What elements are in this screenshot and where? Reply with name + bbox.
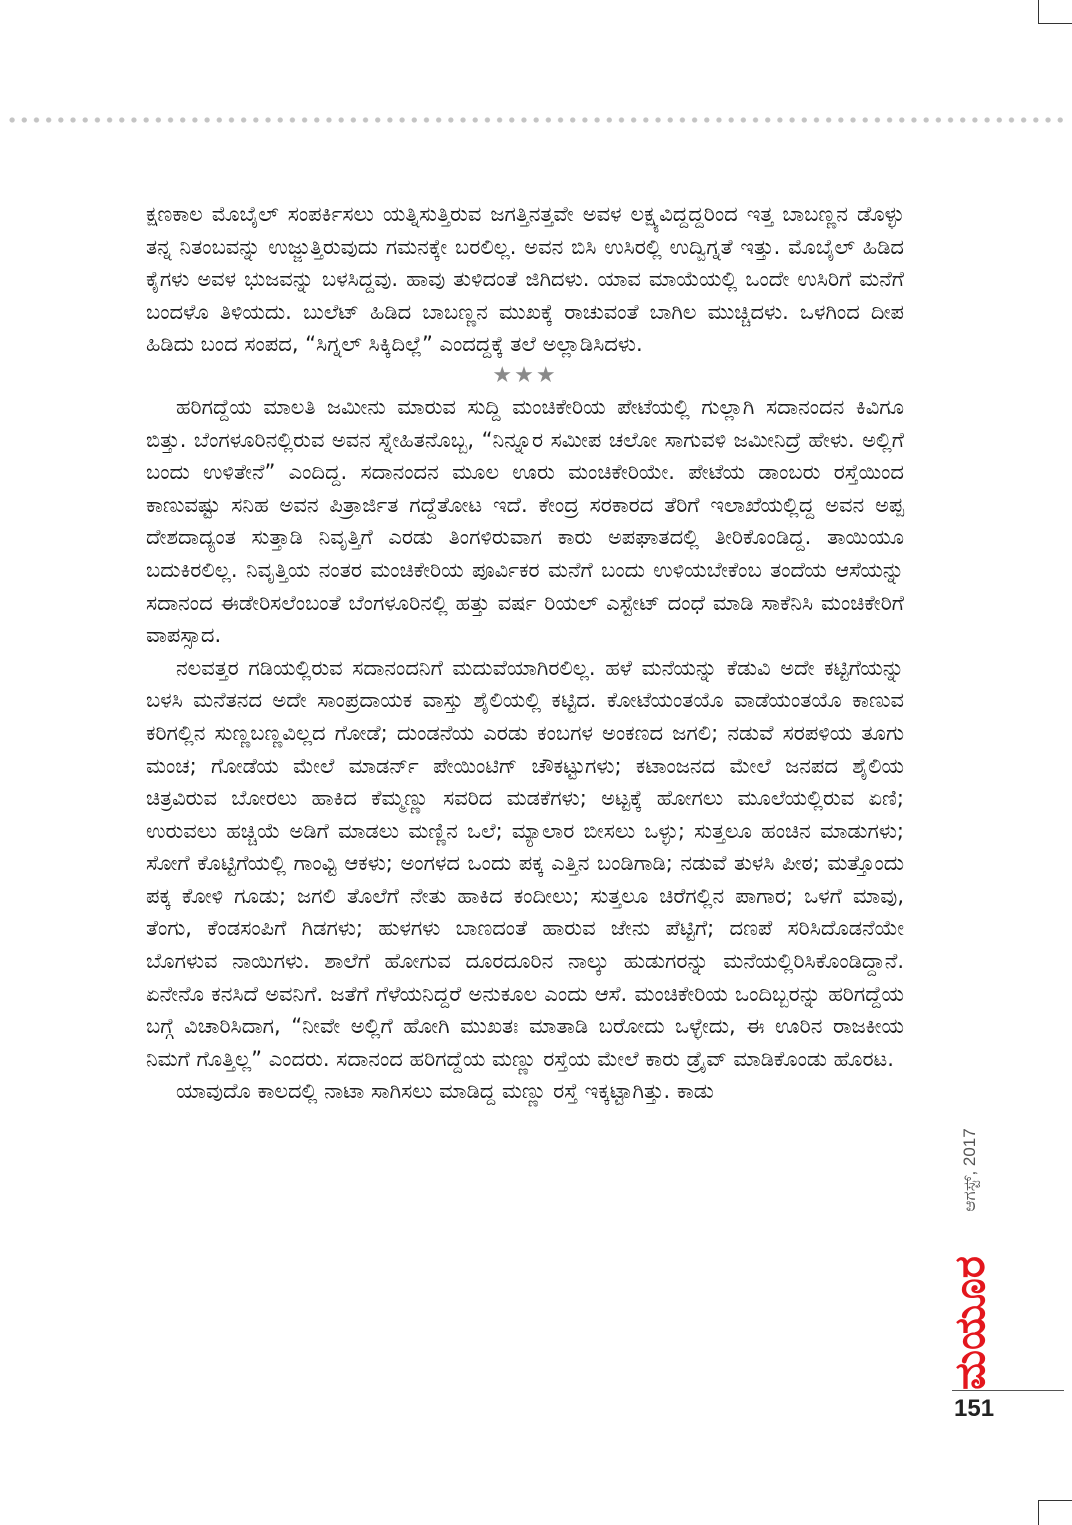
crop-mark-top-right-h — [1038, 23, 1072, 24]
article-body — [146, 198, 904, 1108]
crop-mark-bottom-right-h — [1038, 1500, 1072, 1501]
page-number: 151 — [954, 1395, 995, 1422]
section-separator: ★★★ — [492, 362, 558, 388]
paragraph: ಕ್ಷಣಕಾಲ ಮೊಬೈಲ್ ಸಂಪರ್ಕಿಸಲು ಯತ್ನಿಸುತ್ತಿರುವ ಜಗತ್ತಿನತ್ತವೇ ಅವಳ ಲಕ್ಷ್ಯವಿದ್ದದ್ದರಿಂದ ಇತ್ತ ಬಾಬಣ್ಣನ ಡೊಳ್ಳು ತನ್ನ ನಿತಂಬವನ್ನು ಉಜ್ಜುತ್ತಿರುವುದು ಗಮನಕ್ಕೇ ಬರಲಿಲ್ಲ. ಅವನ ಬಿಸಿ ಉಸಿರಲ್ಲಿ ಉದ್ವಿಗ್ನತೆ ಇತ್ತು. ಮೊಬೈಲ್ ಹಿಡಿದ ಕೈಗಳು ಅವಳ ಭುಜವನ್ನು ಬಳಸಿದ್ದವು. ಹಾವು ತುಳಿದಂತೆ ಜಿಗಿದಳು. ಯಾವ ಮಾಯೆಯಲ್ಲಿ ಒಂದೇ ಉಸಿರಿಗೆ ಮನೆಗೆ ಬಂದಳೊ ತಿಳಿಯದು. ಬುಲೆಟ್ ಹಿಡಿದ ಬಾಬಣ್ಣನ ಮುಖಕ್ಕೆ ರಾಚುವಂತೆ ಬಾಗಿಲ ಮುಚ್ಚಿದಳು. ಒಳಗಿಂದ ದೀಪ ಹಿಡಿದು ಬಂದ ಸಂಪದ, “ಸಿಗ್ನಲ್ ಸಿಕ್ಕಿದಿಲ್ಲೆ” ಎಂದದ್ದಕ್ಕೆ ತಲೆ ಅಲ್ಲಾಡಿಸಿದಳು. — [146, 202, 904, 357]
issue-date: ಆಗಸ್ಟ್, 2017 — [960, 1128, 979, 1212]
magazine-logo: ಮಯೂರ — [945, 1256, 994, 1390]
paragraph: ಯಾವುದೊ ಕಾಲದಲ್ಲಿ ನಾಟಾ ಸಾಗಿಸಲು ಮಾಡಿದ್ದ ಮಣ್ಣು ರಸ್ತೆ ಇಕ್ಕಟ್ಟಾಗಿತ್ತು. ಕಾಡು — [176, 1079, 714, 1104]
page-number-rule — [952, 1390, 1064, 1391]
crop-mark-top-right — [1038, 0, 1039, 24]
crop-mark-bottom-right — [1038, 1500, 1039, 1525]
dotted-divider — [6, 116, 1066, 124]
paragraph: ನಲವತ್ತರ ಗಡಿಯಲ್ಲಿರುವ ಸದಾನಂದನಿಗೆ ಮದುವೆಯಾಗಿರಲಿಲ್ಲ. ಹಳೆ ಮನೆಯನ್ನು ಕೆಡುವಿ ಅದೇ ಕಟ್ಟಿಗೆಯನ್ನು ಬಳಸಿ ಮನೆತನದ ಅದೇ ಸಾಂಪ್ರದಾಯಕ ವಾಸ್ತು ಶೈಲಿಯಲ್ಲಿ ಕಟ್ಟಿದ. ಕೋಟೆಯಂತಯೊ ವಾಡೆಯಂತಯೊ ಕಾಣುವ ಕರಿಗಲ್ಲಿನ ಸುಣ್ಣಬಣ್ಣವಿಲ್ಲದ ಗೋಡೆ; ದುಂಡನೆಯ ಎರಡು ಕಂಬಗಳ ಅಂಕಣದ ಜಗಲಿ; ನಡುವೆ ಸರಪಳಿಯ ತೂಗು ಮಂಚ; ಗೋಡೆಯ ಮೇಲೆ ಮಾಡರ್ನ್ ಪೇಯಿಂಟಿಗ್ ಚೌಕಟ್ಟುಗಳು; ಕಟಾಂಜನದ ಮೇಲೆ ಜನಪದ ಶೈಲಿಯ ಚಿತ್ರವಿರುವ ಬೋರಲು ಹಾಕಿದ ಕೆಮ್ಮಣ್ಣು ಸವರಿದ ಮಡಕೆಗಳು; ಅಟ್ಟಕ್ಕೆ ಹೋಗಲು ಮೂಲೆಯಲ್ಲಿರುವ ಏಣಿ; ಉರುವಲು ಹಚ್ಚಿಯೆ ಅಡಿಗೆ ಮಾಡಲು ಮಣ್ಣಿನ ಒಲೆ; ಮ್ಯಾಲಾರ ಬೀಸಲು ಒಳ್ಳು; ಸುತ್ತಲೂ ಹಂಚಿನ ಮಾಡುಗಳು; ಸೋಗೆ ಕೊಟ್ಟಿಗೆಯಲ್ಲಿ ಗಾಂವ್ಟಿ ಆಕಳು; ಅಂಗಳದ ಒಂದು ಪಕ್ಕ ಎತ್ತಿನ ಬಂಡಿಗಾಡಿ; ನಡುವೆ ತುಳಸಿ ಪೀಠ; ಮತ್ತೊಂದು ಪಕ್ಕ ಕೋಳಿ ಗೂಡು; ಜಗಲಿ ತೊಲೆಗೆ ನೇತು ಹಾಕಿದ ಕಂದೀಲು; ಸುತ್ತಲೂ ಚಿರೆಗಲ್ಲಿನ ಪಾಗಾರ; ಒಳಗೆ ಮಾವು, ತೆಂಗು, ಕೆಂಡಸಂಪಿಗೆ ಗಿಡಗಳು; ಹುಳಗಳು ಬಾಣದಂತೆ ಹಾರುವ ಜೇನು ಪೆಟ್ಟಿಗೆ; ದಣಪೆ ಸರಿಸಿದೊಡನೆಯೇ ಬೊಗಳುವ ನಾಯಿಗಳು. ಶಾಲೆಗೆ ಹೋಗುವ ದೂರದೂರಿನ ನಾಲ್ಕು ಹುಡುಗರನ್ನು ಮನೆಯಲ್ಲಿರಿಸಿಕೊಂಡಿದ್ದಾನೆ. ಏನೇನೊ ಕನಸಿದೆ ಅವನಿಗೆ. ಜತೆಗೆ ಗೆಳೆಯನಿದ್ದರೆ ಅನುಕೂಲ ಎಂದು ಆಸೆ. ಮಂಚಿಕೇರಿಯ ಒಂದಿಬ್ಬರನ್ನು ಹರಿಗದ್ದೆಯ ಬಗ್ಗೆ ವಿಚಾರಿಸಿದಾಗ, “ನೀವೇ ಅಲ್ಲಿಗೆ ಹೋಗಿ ಮುಖತಃ ಮಾತಾಡಿ ಬರೋದು ಒಳ್ಳೇದು, ಈ ಊರಿನ ರಾಜಕೀಯ ನಿಮಗೆ ಗೊತ್ತಿಲ್ಲ” ಎಂದರು. ಸದಾನಂದ ಹರಿಗದ್ದೆಯ ಮಣ್ಣು ರಸ್ತೆಯ ಮೇಲೆ ಕಾರು ಡ್ರೈವ್ ಮಾಡಿಕೊಂಡು ಹೊರಟ. — [146, 655, 904, 1071]
magazine-sidebar — [945, 1120, 994, 1390]
paragraph: ಹರಿಗದ್ದೆಯ ಮಾಲತಿ ಜಮೀನು ಮಾರುವ ಸುದ್ದಿ ಮಂಚಿಕೇರಿಯ ಪೇಟೆಯಲ್ಲಿ ಗುಲ್ಲಾಗಿ ಸದಾನಂದನ ಕಿವಿಗೂ ಬಿತ್ತು. ಬೆಂಗಳೂರಿನಲ್ಲಿರುವ ಅವನ ಸ್ನೇಹಿತನೊಬ್ಬ, “ನಿನ್ನೂರ ಸಮೀಪ ಚಲೋ ಸಾಗುವಳಿ ಜಮೀನಿದ್ರೆ ಹೇಳು. ಅಲ್ಲಿಗೆ ಬಂದು ಉಳಿತೇನೆ” ಎಂದಿದ್ದ. ಸದಾನಂದನ ಮೂಲ ಊರು ಮಂಚಿಕೇರಿಯೇ. ಪೇಟೆಯ ಡಾಂಬರು ರಸ್ತೆಯಿಂದ ಕಾಣುವಷ್ಟು ಸನಿಹ ಅವನ ಪಿತ್ರಾರ್ಜಿತ ಗದ್ದೆತೋಟ ಇದೆ. ಕೇಂದ್ರ ಸರಕಾರದ ತೆರಿಗೆ ಇಲಾಖೆಯಲ್ಲಿದ್ದ ಅವನ ಅಪ್ಪ ದೇಶದಾದ್ಯಂತ ಸುತ್ತಾಡಿ ನಿವೃತ್ತಿಗೆ ಎರಡು ತಿಂಗಳಿರುವಾಗ ಕಾರು ಅಪಘಾತದಲ್ಲಿ ತೀರಿಕೊಂಡಿದ್ದ. ತಾಯಿಯೂ ಬದುಕಿರಲಿಲ್ಲ. ನಿವೃತ್ತಿಯ ನಂತರ ಮಂಚಿಕೇರಿಯ ಪೂರ್ವಿಕರ ಮನೆಗೆ ಬಂದು ಉಳಿಯಬೇಕೆಂಬ ತಂದೆಯ ಆಸೆಯನ್ನು ಸದಾನಂದ ಈಡೇರಿಸಲೆಂಬಂತೆ ಬೆಂಗಳೂರಿನಲ್ಲಿ ಹತ್ತು ವರ್ಷ ರಿಯಲ್ ಎಸ್ಟೇಟ್ ದಂಧೆ ಮಾಡಿ ಸಾಕೆನಿಸಿ ಮಂಚಿಕೇರಿಗೆ ವಾಪಸ್ಸಾದ. — [146, 394, 904, 648]
